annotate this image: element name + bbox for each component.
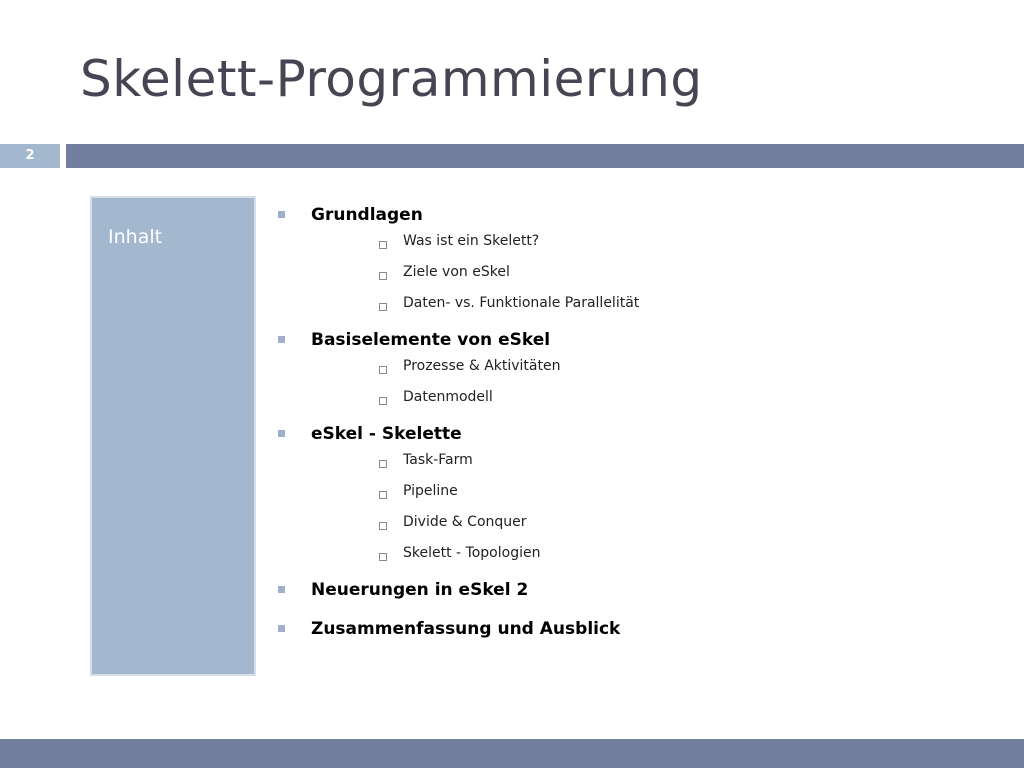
outline-subitem-label: Datenmodell (403, 389, 493, 405)
outline-item-label: Neuerungen in eSkel 2 (311, 580, 529, 600)
outline-item-label: eSkel - Skelette (311, 424, 462, 444)
outline-subitem (276, 354, 996, 385)
side-panel (90, 196, 256, 676)
header-bar (66, 144, 1024, 168)
hollow-square-icon (379, 460, 387, 468)
filled-square-icon (278, 625, 285, 632)
outline-subitem-label: Ziele von eSkel (403, 264, 510, 280)
hollow-square-icon (379, 241, 387, 249)
hollow-square-icon (379, 553, 387, 561)
outline-subitem (276, 385, 996, 416)
outline-subitem (276, 260, 996, 291)
outline-subitem-label: Prozesse & Aktivitäten (403, 358, 561, 374)
outline-item-label: Grundlagen (311, 205, 423, 225)
hollow-square-icon (379, 303, 387, 311)
outline-subitem-label: Divide & Conquer (403, 514, 527, 530)
hollow-square-icon (379, 491, 387, 499)
outline-item (276, 205, 996, 229)
outline-item (276, 330, 996, 354)
outline-subitem (276, 229, 996, 260)
outline-subitem-label: Pipeline (403, 483, 458, 499)
outline-subitem (276, 510, 996, 541)
hollow-square-icon (379, 272, 387, 280)
outline-subitem (276, 291, 996, 322)
outline-item-label: Zusammenfassung und Ausblick (311, 619, 621, 639)
outline-item (276, 619, 996, 643)
hollow-square-icon (379, 366, 387, 374)
outline-subitem (276, 479, 996, 510)
slide-title: Skelett-Programmierung (80, 50, 703, 108)
outline-item (276, 424, 996, 448)
outline-list (276, 205, 996, 643)
hollow-square-icon (379, 522, 387, 530)
filled-square-icon (278, 336, 285, 343)
outline-subitem-label: Skelett - Topologien (403, 545, 541, 561)
outline-item (276, 580, 996, 604)
outline-subitem-label: Was ist ein Skelett? (403, 233, 540, 249)
outline-item-label: Basiselemente von eSkel (311, 330, 551, 350)
side-panel-label: Inhalt (108, 226, 163, 248)
filled-square-icon (278, 586, 285, 593)
outline-subitem-label: Daten- vs. Funktionale Parallelität (403, 295, 640, 311)
outline-subitem-label: Task-Farm (403, 452, 473, 468)
filled-square-icon (278, 211, 285, 218)
footer-bar (0, 739, 1024, 768)
filled-square-icon (278, 430, 285, 437)
outline-subitem (276, 448, 996, 479)
page-number: 2 (0, 144, 60, 168)
hollow-square-icon (379, 397, 387, 405)
outline-subitem (276, 541, 996, 572)
